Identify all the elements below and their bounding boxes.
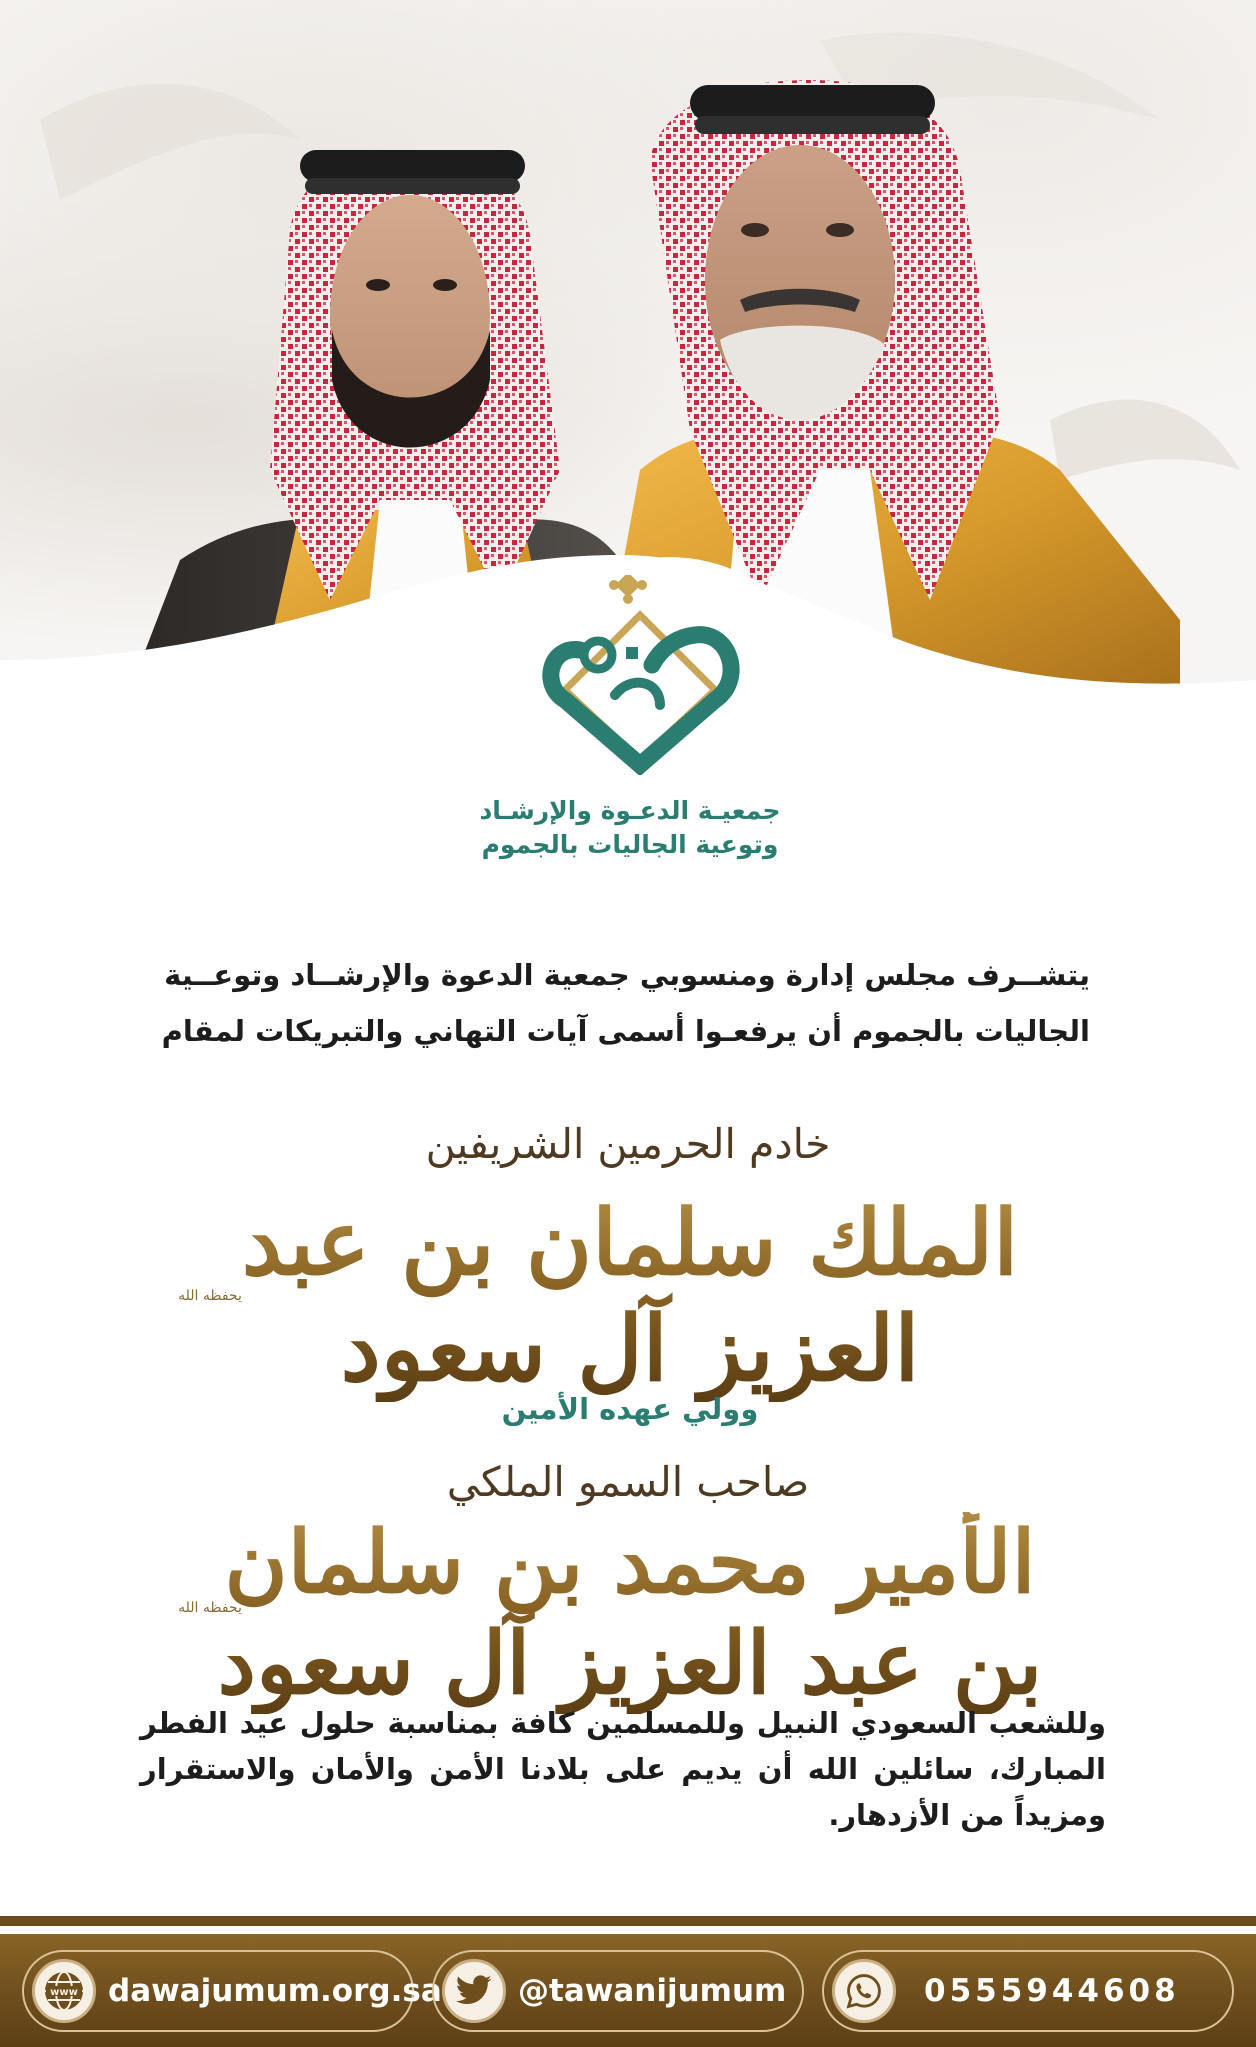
footer-divider: [0, 1916, 1256, 1926]
king-honorific: يحفظه الله: [178, 1288, 242, 1304]
website-link[interactable]: [22, 1950, 442, 2032]
organization-logo: [520, 575, 760, 775]
whatsapp-number: 0555944608: [924, 1973, 1180, 2009]
twitter-bird-icon: [442, 1959, 506, 2023]
website-text: dawajumum.org.sa: [108, 1973, 442, 2009]
prince-title: صاحب السمو الملكي: [446, 1458, 810, 1506]
closing-paragraph: وللشعب السعودي النبيل وللمسلمين كافة بمناسبة حلول عيد الفطر المبارك، سائلين الله أن يديم على بلادنا الأمن والأمان والاستقرار ومزيداً من الأزدهار.: [140, 1706, 1106, 1832]
organization-name-line1: جمعيـة الدعـوة والإرشـاد: [479, 796, 781, 825]
king-title: خادم الحرمين الشريفين: [425, 1120, 831, 1168]
prince-honorific: يحفظه الله: [178, 1600, 242, 1616]
globe-www-icon: [32, 1959, 96, 2023]
prince-name-calligraphy: الأمير محمد بن سلمان بن عبد العزيز آل سعود: [210, 1512, 1050, 1714]
crown-prince-label: وولي عهده الأمين: [501, 1392, 759, 1426]
whatsapp-icon: [832, 1959, 896, 2023]
king-name-calligraphy: الملك سلمان بن عبد العزيز آل سعود: [210, 1190, 1050, 1402]
intro-line-2: الجاليات بالجموم أن يرفعـوا أسمى آيات التهاني والتبريكات لمقام: [161, 1014, 1090, 1048]
twitter-link[interactable]: [432, 1950, 804, 2032]
dawa-heart-logo-icon: [520, 575, 760, 775]
organization-name-line2: وتوعية الجاليات بالجموم: [481, 830, 779, 859]
twitter-handle: @tawanijumum: [518, 1973, 787, 2009]
intro-line-1: يتشــرف مجلس إدارة ومنسوبي جمعية الدعوة والإرشــاد وتوعــية: [164, 958, 1090, 992]
svg-text:www: www: [50, 1987, 78, 1998]
whatsapp-link[interactable]: [822, 1950, 1234, 2032]
